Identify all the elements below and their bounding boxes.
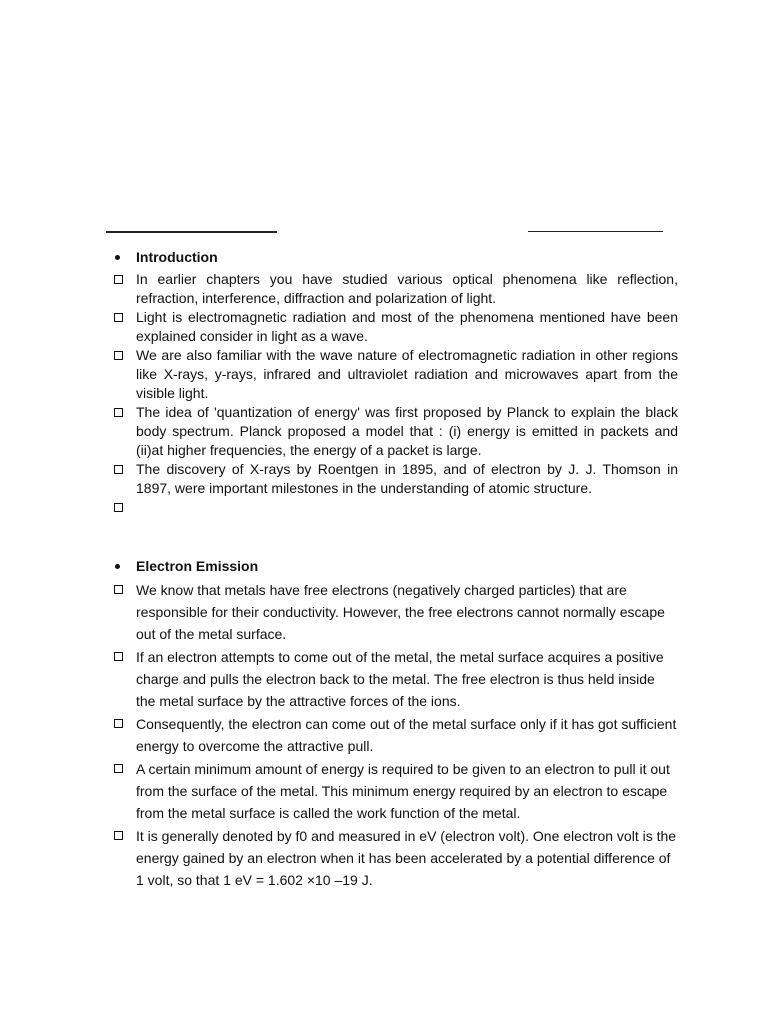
list-item — [108, 825, 678, 891]
list-item-text: If an electron attempts to come out of the metal, the metal surface acquires a positive charge and pulls the electron back to the metal. The free electron is thus held inside the metal surface by the attractive forces of the ions. — [136, 649, 664, 709]
list-item — [108, 346, 678, 403]
checkbox-bullet-icon — [114, 503, 123, 512]
list-item-text: The idea of 'quantization of energy' was first proposed by Planck to explain the black body spectrum. Planck proposed a model that : (i) energy is emitted in packets and (ii)at higher frequencies, the energy of a packet is large. — [136, 404, 678, 458]
checkbox-bullet-icon — [114, 465, 123, 474]
list-item — [108, 579, 678, 645]
introduction-section — [108, 248, 678, 517]
heading-text: Electron Emission — [136, 558, 259, 574]
list-item-text: Consequently, the electron can come out of the metal surface only if it has got sufficient energy to overcome the attractive pull. — [136, 716, 677, 754]
list-item-text: We are also familiar with the wave nature of electromagnetic radiation in other regions like X-rays, y-rays, infrared and ultraviolet radiation and microwaves apart from the visible light. — [136, 347, 678, 401]
checkbox-bullet-icon — [114, 719, 123, 728]
list-item-empty — [108, 498, 678, 517]
introduction-heading — [108, 248, 678, 267]
list-item — [108, 758, 678, 824]
list-item-text: Light is electromagnetic radiation and most of the phenomena mentioned have been explained consider in light as a wave. — [136, 309, 678, 344]
list-item-text: The discovery of X-rays by Roentgen in 1895, and of electron by J. J. Thomson in 1897, were important milestones in the understanding of atomic structure. — [136, 461, 678, 496]
list-item-text: In earlier chapters you have studied various optical phenomena like reflection, refraction, interference, diffraction and polarization of light. — [136, 271, 678, 306]
header-rule-right — [528, 231, 663, 232]
bullet-dot-icon — [115, 564, 120, 569]
header-rule-left — [106, 231, 277, 233]
checkbox-bullet-icon — [114, 652, 123, 661]
checkbox-bullet-icon — [114, 275, 123, 284]
checkbox-bullet-icon — [114, 408, 123, 417]
list-item — [108, 403, 678, 460]
list-item-text: We know that metals have free electrons (negatively charged particles) that are responsible for their conductivity. However, the free electrons cannot normally escape out of the metal surface. — [136, 582, 665, 642]
electron-emission-heading — [108, 557, 678, 576]
checkbox-bullet-icon — [114, 351, 123, 360]
list-item-text: A certain minimum amount of energy is required to be given to an electron to pull it out from the surface of the metal. This minimum energy required by an electron to escape from the metal surface is called the work function of the metal. — [136, 761, 670, 821]
electron-emission-section — [108, 557, 678, 892]
list-item-text: It is generally denoted by f0 and measured in eV (electron volt). One electron volt is the energy gained by an electron when it has been accelerated by a potential difference of 1 volt, so that 1 eV = 1.602 ×10 –19 J. — [136, 828, 677, 888]
bullet-dot-icon — [115, 255, 120, 260]
list-item — [108, 713, 678, 757]
list-item — [108, 460, 678, 498]
checkbox-bullet-icon — [114, 764, 123, 773]
heading-text: Introduction — [136, 249, 218, 265]
checkbox-bullet-icon — [114, 585, 123, 594]
list-item — [108, 646, 678, 712]
list-item — [108, 308, 678, 346]
list-item — [108, 270, 678, 308]
checkbox-bullet-icon — [114, 313, 123, 322]
checkbox-bullet-icon — [114, 831, 123, 840]
